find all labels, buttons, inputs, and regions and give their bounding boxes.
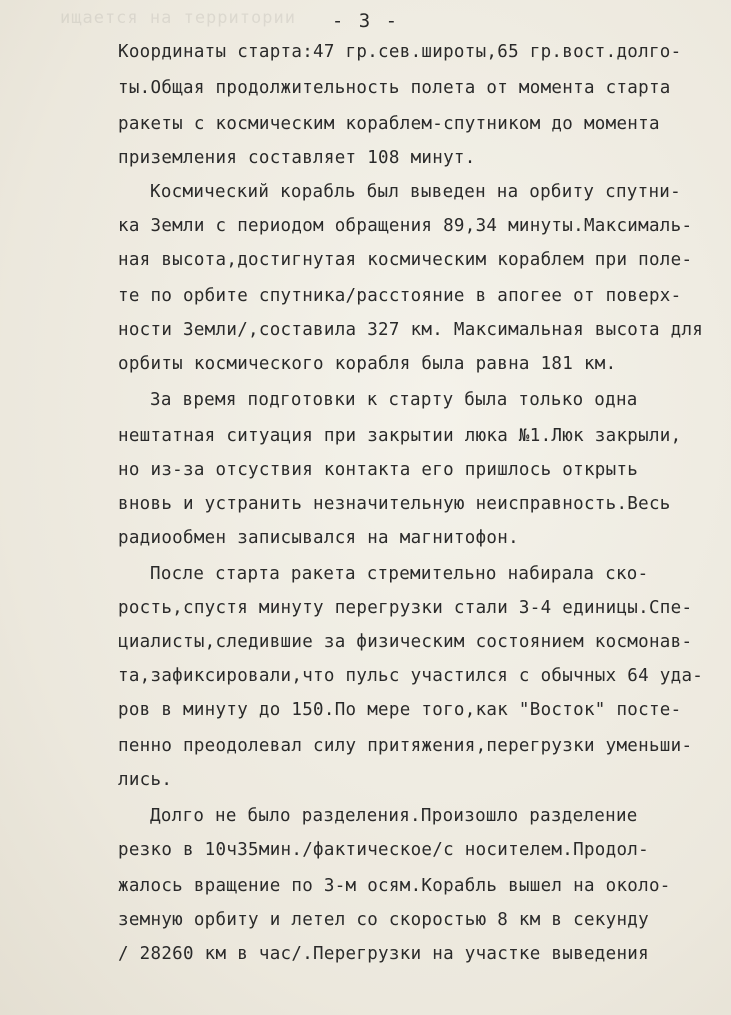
text-line: Космический корабль был выведен на орбиту спутни-	[150, 182, 681, 202]
text-line: ров в минуту до 150.По мере того,как "Восток" посте-	[118, 700, 682, 720]
text-line: циалисты,следившие за физическим состоянием космонав-	[118, 632, 693, 652]
text-line: та,зафиксировали,что пульс участился с обычных 64 уда-	[118, 666, 704, 686]
text-line: резко в 10ч35мин./фактическое/с носителем.Продол-	[118, 840, 649, 860]
text-line: После старта ракета стремительно набирала ско-	[150, 564, 649, 584]
text-line: но из-за отсуствия контакта его пришлось открыть	[118, 460, 639, 480]
page-number: - 3 -	[331, 10, 400, 32]
text-line: пенно преодолевал силу притяжения,перегрузки уменьши-	[118, 736, 693, 756]
text-line: радиообмен записывался на магнитофон.	[118, 528, 519, 548]
text-line: ты.Общая продолжительность полета от момента старта	[118, 78, 671, 98]
text-line: земную орбиту и летел со скоростью 8 км в секунду	[118, 910, 649, 930]
text-line: орбиты космического корабля была равна 181 км.	[118, 354, 617, 374]
text-line: лись.	[118, 770, 173, 790]
text-line: / 28260 км в час/.Перегрузки на участке выведения	[118, 944, 649, 964]
text-line: нештатная ситуация при закрытии люка №1.Люк закрыли,	[118, 426, 682, 446]
text-line: ности Земли/,составила 327 км. Максимальная высота для	[118, 320, 704, 340]
text-line: ракеты с космическим кораблем-спутником до момента	[118, 114, 660, 134]
text-line: вновь и устранить незначительную неисправность.Весь	[118, 494, 671, 514]
text-line: рость,спустя минуту перегрузки стали 3-4 единицы.Спе-	[118, 598, 693, 618]
text-line: те по орбите спутника/расстояние в апогее от поверх-	[118, 286, 682, 306]
bleed-through-text: ищается на территории	[60, 8, 296, 28]
text-line: Долго не было разделения.Произошло разделение	[150, 806, 638, 826]
text-line: За время подготовки к старту была только одна	[150, 390, 638, 410]
text-line: ка Земли с периодом обращения 89,34 минуты.Максималь-	[118, 216, 693, 236]
text-line: Координаты старта:47 гр.сев.широты,65 гр.вост.долго-	[118, 42, 682, 62]
text-line: ная высота,достигнутая космическим кораблем при поле-	[118, 250, 693, 270]
text-line: жалось вращение по 3-м осям.Корабль вышел на около-	[118, 876, 671, 896]
text-line: приземления составляет 108 минут.	[118, 148, 476, 168]
